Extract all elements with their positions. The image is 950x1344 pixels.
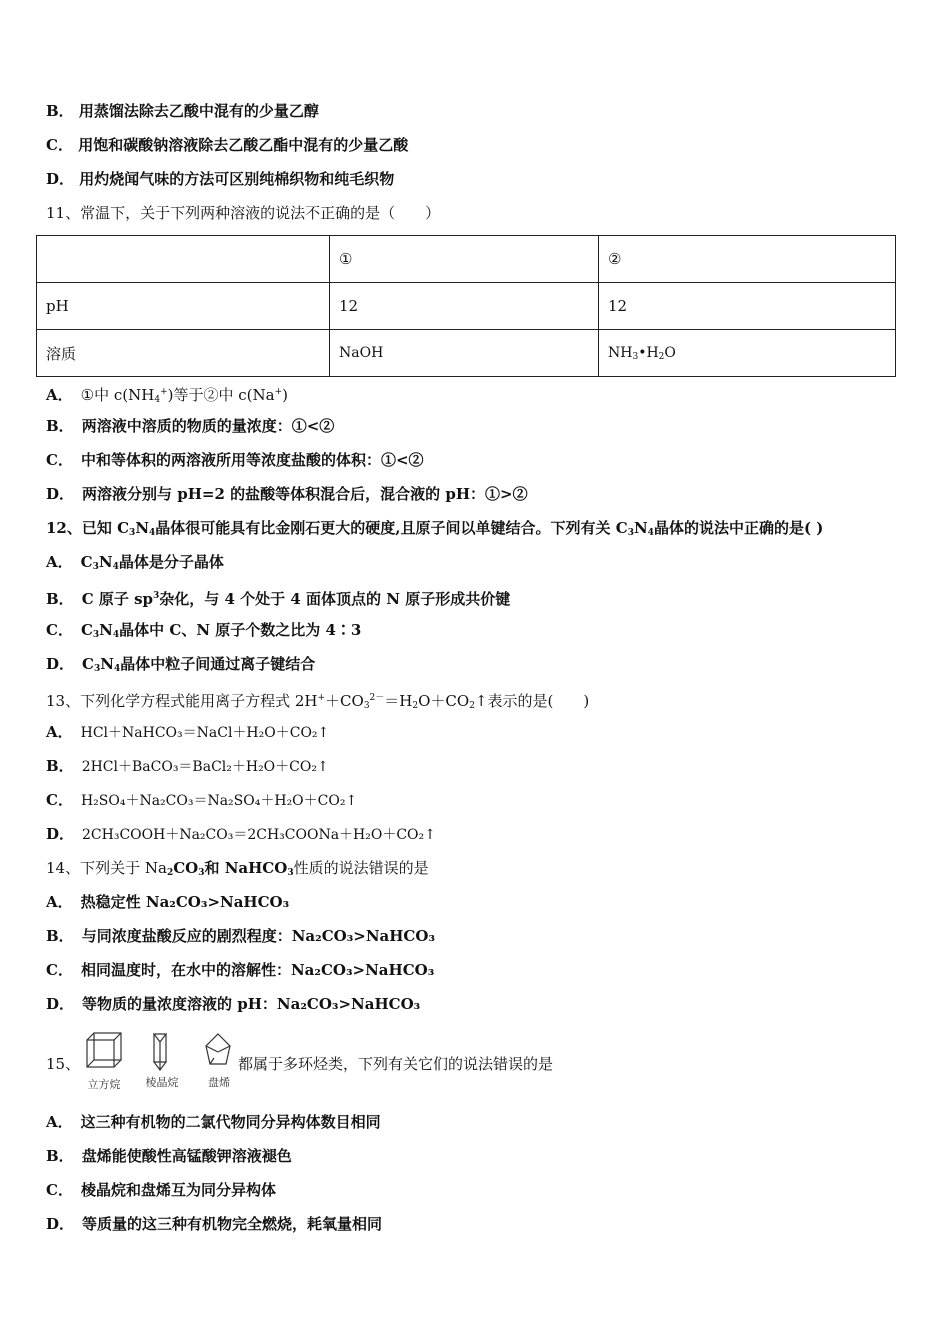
subscript: 2 xyxy=(412,701,419,711)
option-label: B． xyxy=(46,927,74,945)
q10-option-c xyxy=(46,135,408,155)
q15-option-c xyxy=(46,1180,276,1200)
prismane-structure-icon xyxy=(154,1034,166,1070)
option-text: )等于②中 c(Na xyxy=(167,386,275,404)
q11-option-c xyxy=(46,450,424,470)
option-label: D． xyxy=(46,995,75,1013)
q13-option-a xyxy=(46,722,329,743)
q14-option-d xyxy=(46,994,420,1014)
stem-text: ↑表示的是( ) xyxy=(474,692,590,710)
superscript: 3 xyxy=(153,591,160,601)
option-label: A． xyxy=(46,553,73,571)
q13-option-d xyxy=(46,824,436,845)
option-text: 棱晶烷和盘烯互为同分异构体 xyxy=(80,1181,276,1199)
subscript: 4 xyxy=(112,562,119,572)
stem-text: N xyxy=(633,519,648,537)
q10-option-d xyxy=(46,169,394,189)
subscript: 4 xyxy=(149,528,156,538)
option-label: C． xyxy=(46,1181,73,1199)
table-row xyxy=(37,236,896,283)
stem-text: 性质的说法错误的是 xyxy=(293,859,429,877)
option-text: 杂化，与 4 个处于 4 面体顶点的 N 原子形成共价键 xyxy=(159,590,511,608)
superscript: 2－ xyxy=(369,693,385,703)
subscript: 3 xyxy=(198,868,205,878)
stem-text: ＝H xyxy=(384,692,413,710)
table-cell xyxy=(37,236,330,283)
subscript: 4 xyxy=(647,528,654,538)
q14-option-c xyxy=(46,960,434,980)
superscript: + xyxy=(274,387,283,397)
figure-caption: 棱晶烷 xyxy=(145,1076,179,1089)
subscript: 3 xyxy=(92,562,99,572)
option-label: A． xyxy=(46,1113,73,1131)
table-cell: 12 xyxy=(330,283,599,330)
table-cell: pH xyxy=(37,283,330,330)
option-label: D． xyxy=(46,485,75,503)
subscript: 4 xyxy=(113,664,121,674)
q10-option-b xyxy=(46,101,319,121)
q15-number: 15、 xyxy=(46,1055,81,1073)
stem-text: O＋CO xyxy=(418,692,470,710)
q11-option-a xyxy=(46,382,288,410)
subscript: 4 xyxy=(154,395,161,405)
option-label: A． xyxy=(46,893,73,911)
option-text: 等质量的这三种有机物完全燃烧，耗氧量相同 xyxy=(82,1215,383,1233)
subscript: 2 xyxy=(469,701,475,711)
option-text: 用饱和碳酸钠溶液除去乙酸乙酯中混有的少量乙酸 xyxy=(78,136,409,154)
option-label: B． xyxy=(46,102,74,120)
option-text: 晶体是分子晶体 xyxy=(118,553,224,571)
option-text: C xyxy=(80,621,93,639)
option-text: N xyxy=(100,655,114,673)
subscript: 3 xyxy=(93,664,101,674)
q13-stem xyxy=(46,688,589,716)
option-label: B． xyxy=(46,757,74,775)
superscript: + xyxy=(317,693,326,703)
q12-stem xyxy=(46,518,823,543)
q12-option-d xyxy=(46,654,315,679)
option-label: A． xyxy=(46,386,73,404)
option-text: 两溶液中溶质的物质的量浓度：①<② xyxy=(81,417,335,435)
cubane-structure-icon xyxy=(87,1033,121,1067)
table-cell: ② xyxy=(599,236,896,283)
table-cell: 12 xyxy=(599,283,896,330)
stem-text: 13、下列化学方程式能用离子方程式 2H xyxy=(46,692,318,710)
q15-option-d xyxy=(46,1214,382,1234)
option-label: C． xyxy=(46,961,73,979)
subscript: 3 xyxy=(363,701,370,711)
q15-option-b xyxy=(46,1146,292,1166)
q15-stem: 都属于多环烃类，下列有关它们的说法错误的是 xyxy=(238,1055,554,1073)
subscript: 3 xyxy=(92,630,100,640)
table-row xyxy=(37,283,896,330)
q14-option-b xyxy=(46,926,435,946)
figure-caption: 立方烷 xyxy=(87,1078,121,1091)
option-label: D． xyxy=(46,825,75,843)
option-text: N xyxy=(99,621,113,639)
option-text: ) xyxy=(282,386,288,404)
option-text: C xyxy=(82,655,94,673)
subscript: 3 xyxy=(287,868,294,878)
formula-part: O xyxy=(664,344,676,361)
q11-option-b xyxy=(46,416,334,436)
formula-part: NH xyxy=(608,344,633,361)
q13-option-b xyxy=(46,756,329,777)
stem-text: 14、下列关于 Na xyxy=(46,859,167,877)
option-label: B． xyxy=(46,417,74,435)
option-text: 两溶液分别与 pH=2 的盐酸等体积混合后，混合液的 pH：①>② xyxy=(82,485,528,503)
option-text: ①中 c(NH xyxy=(80,386,155,404)
q14-option-a xyxy=(46,892,289,912)
option-label: C． xyxy=(46,791,73,809)
option-label: C． xyxy=(46,136,73,154)
q13-option-c xyxy=(46,790,357,811)
option-text: 用蒸馏法除去乙酸中混有的少量乙醇 xyxy=(78,102,319,120)
figure-caption: 盘烯 xyxy=(208,1076,230,1089)
option-label: A． xyxy=(46,723,73,741)
q14-stem xyxy=(46,858,429,883)
table-cell: 溶质 xyxy=(37,330,330,377)
stem-text: 和 NaHCO xyxy=(204,859,288,877)
formula-part: •H xyxy=(638,344,659,361)
subscript: 2 xyxy=(166,868,174,878)
option-text: 等物质的量浓度溶液的 pH：Na₂CO₃>NaHCO₃ xyxy=(82,995,421,1013)
option-label: B． xyxy=(46,1147,74,1165)
superscript: + xyxy=(160,387,168,397)
option-label: C． xyxy=(46,451,73,469)
option-text: N xyxy=(98,553,113,571)
q12-option-a xyxy=(46,552,224,577)
subscript: 4 xyxy=(112,630,120,640)
option-text: 晶体中 C、N 原子个数之比为 4∶3 xyxy=(119,621,362,639)
option-text: 晶体中粒子间通过离子键结合 xyxy=(120,655,316,673)
option-text: 与同浓度盐酸反应的剧烈程度：Na₂CO₃>NaHCO₃ xyxy=(81,927,436,945)
option-text: 2HCl＋BaCO₃＝BaCl₂＋H₂O＋CO₂↑ xyxy=(81,759,329,775)
option-text: 用灼烧闻气味的方法可区别纯棉织物和纯毛织物 xyxy=(79,170,395,188)
q15-option-a xyxy=(46,1112,381,1132)
option-text: 热稳定性 Na₂CO₃>NaHCO₃ xyxy=(80,893,290,911)
option-text: C xyxy=(80,553,93,571)
option-text: 盘烯能使酸性高锰酸钾溶液褪色 xyxy=(81,1147,292,1165)
q11-stem: 11、常温下，关于下列两种溶液的说法不正确的是（ ） xyxy=(46,204,441,222)
option-label: D． xyxy=(46,170,75,188)
stem-text: ＋CO xyxy=(325,692,364,710)
table-cell: ① xyxy=(330,236,599,283)
option-text: 2CH₃COOH＋Na₂CO₃＝2CH₃COONa＋H₂O＋CO₂↑ xyxy=(82,827,436,843)
subscript: 3 xyxy=(632,351,639,362)
option-label: B． xyxy=(46,590,74,608)
option-text: 中和等体积的两溶液所用等浓度盐酸的体积：①<② xyxy=(80,451,424,469)
option-text: H₂SO₄＋Na₂CO₃＝Na₂SO₄＋H₂O＋CO₂↑ xyxy=(80,793,358,809)
table-row xyxy=(37,330,896,377)
table-cell xyxy=(599,330,896,377)
option-text: HCl＋NaHCO₃＝NaCl＋H₂O＋CO₂↑ xyxy=(80,725,330,741)
subscript: 3 xyxy=(129,528,136,538)
stem-text: N xyxy=(135,519,150,537)
subscript: 2 xyxy=(658,351,665,362)
option-label: D． xyxy=(46,1215,75,1233)
stem-text: CO xyxy=(173,859,199,877)
table-cell: NaOH xyxy=(330,330,599,377)
option-text: 相同温度时，在水中的溶解性：Na₂CO₃>NaHCO₃ xyxy=(80,961,435,979)
stem-text: 晶体的说法中正确的是( ) xyxy=(653,519,824,537)
stem-text: 12、已知 C xyxy=(46,519,130,537)
option-label: D． xyxy=(46,655,75,673)
q11-option-d xyxy=(46,484,528,504)
q11-table xyxy=(36,235,896,377)
subscript: 3 xyxy=(627,528,634,538)
q12-option-c xyxy=(46,620,361,645)
option-text: C 原子 sp xyxy=(81,590,154,608)
polycyclic-hydrocarbons-figure xyxy=(82,1030,242,1094)
option-label: C． xyxy=(46,621,73,639)
option-text: 这三种有机物的二氯代物同分异构体数目相同 xyxy=(80,1113,381,1131)
q12-option-b xyxy=(46,586,510,609)
benzvalene-structure-icon xyxy=(206,1034,230,1064)
stem-text: 晶体很可能具有比金刚石更大的硬度,且原子间以单键结合。下列有关 C xyxy=(155,519,628,537)
